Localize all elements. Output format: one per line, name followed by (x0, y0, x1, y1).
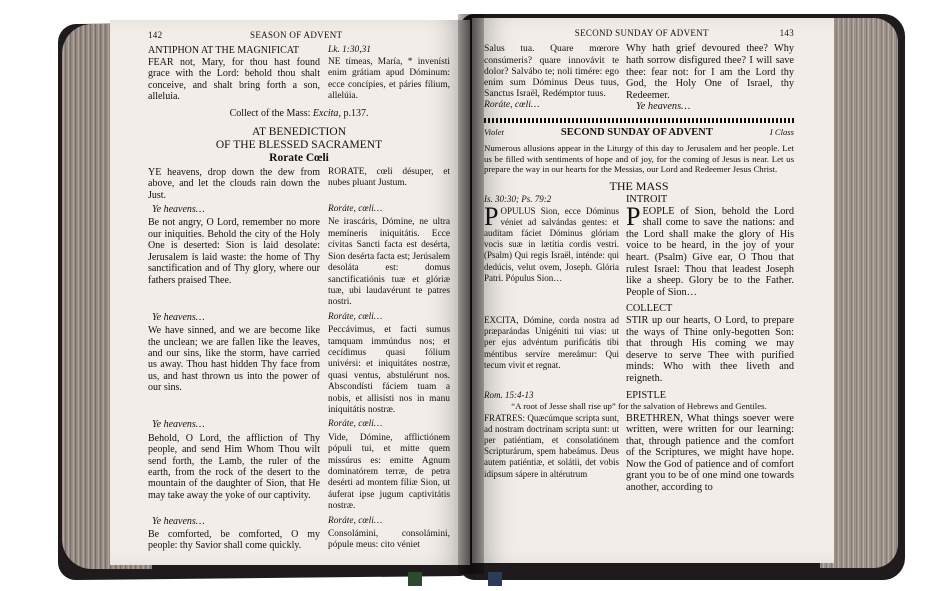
introit-english: PEOPLE of Sion, behold the Lord shall come to save the nations: and the Lord shall make the glory of His voice to be heard, in the joy of your heart. (Psalm) Give ear, O Thou that rulest Israel: Thou that leadest Joseph like a sheep. Glory be to the Father. People of Sion… (626, 201, 794, 298)
verse-row (148, 325, 450, 416)
collect-english: STIR up our hearts, O Lord, to prepare the ways of Thine only-begotten Son: that through His coming we may deserve to serve Thee with purified minds: Who with thee liveth and reigneth. (626, 314, 794, 384)
introit-ref: Is. 30:30; Ps. 79:2 (484, 194, 552, 204)
verse-latin: Vide, Dómine, afflictiónem pópuli tui, et mitte quem missúrus es: emitte Agnum dominatórem terræ, de petra desérti ad montem fíliæ Sion, ut áuferat ipse jugum captivitátis nostræ. (328, 432, 450, 512)
verse-row (148, 516, 450, 527)
running-head: SEASON OF ADVENT (250, 30, 343, 40)
refrain-english: Ye heavens… (152, 311, 205, 323)
verse-latin: Ne irascáris, Dómine, ne ultra memíneris iniquitátis. Ecce cívitas Sancti facta est desérta, Sion desérta facta est; Jerúsalem desoláta est: domus sanctificatiónis tuæ et glóriæ tuæ, ubi laudavérunt te patres nostri. (328, 217, 450, 308)
left-page-header (148, 30, 450, 41)
page-number: 142 (148, 30, 163, 40)
verse-english: Be comforted, be comforted, O my people: thy Savior shall come quickly. (148, 529, 320, 552)
verse-english: YE heavens, drop down the dew from above, and let the clouds rain down the Just. (148, 166, 320, 201)
top-english: Why hath grief devoured thee? Why hath sorrow disfigured thee? I will save thee: fear not: for I am the Lord thy God, the Holy One of Israel, thy Redeemer. Ye heavens… (626, 43, 794, 113)
left-page (110, 20, 470, 565)
rorate-title: Rorate Cœli (269, 151, 329, 164)
verse-latin: Peccávimus, et facti sumus tamquam immúndus nos; et cecídimus quasi fólium univérsi: et iniquitátes nostræ, quasi ventus, abstulérunt nos. Abscondísti fáciem tuam a nobis, et allisísti nos in manu iniquitátis nostræ. (328, 325, 450, 415)
section-title: SECOND SUNDAY OF ADVENT (560, 126, 713, 138)
verse-english: We have sinned, and we are become like the unclean; we are fallen like the leaves, and our sins, like the storm, have carried us away. Thou hast hidden Thy face from us, and hast thrown us into the power of our sins. (148, 325, 320, 394)
verse-row (148, 419, 450, 430)
verse-row (148, 529, 450, 552)
collect-label: COLLECT (626, 303, 673, 315)
verse-english: Be not angry, O Lord, remember no more our iniquities. Behold the city of the Holy One is deserted: Sion is laid desolate: Jerusalem is laid waste: the home of Thy sanctification and of Thy glory, where our fathers praised Thee. (148, 217, 320, 286)
liturgical-color: Violet (484, 126, 504, 137)
book-gutter (458, 14, 484, 574)
liturgical-class: I Class (769, 126, 794, 137)
running-head: SECOND SUNDAY OF ADVENT (574, 28, 709, 38)
verse-english: Behold, O Lord, the affliction of Thy people, and send Him Whom Thou wilt send forth, the Lamb, the ruler of the earth, from the rock of the desert to the mountain of the daughter of Sion, that He may take away the yoke of our captivity. (148, 432, 320, 501)
benediction-title: AT BENEDICTION OF THE BLESSED SACRAMENT Rorate Cœli (148, 126, 450, 165)
epistle-latin: FRATRES: Quæcúmque scripta sunt, ad nostram doctrínam scripta sunt: ut per patiéntiam, et consolatiónem Scripturárum, spem habeámus. Deus autem patiéntiæ, et solátii, det vobis idípsum sápere in altérutrum (484, 412, 619, 479)
right-page (472, 18, 834, 563)
refrain-english: Ye heavens… (152, 204, 205, 216)
introit-latin: POPULUS Sion, ecce Dóminus véniet ad salvándas gentes: et audítam fáciet Dóminus glóriam vocis suæ in lætítia cordis vestri. (Psalm) Qui regis Israël, inténde: qui dedúcis, velut ovem, Joseph. Glória Patri. Pópulus Sion… (484, 201, 619, 283)
epistle-subtitle: “A root of Jesse shall rise up” for the salvation of Hebrews and Gentiles. (511, 401, 767, 412)
refrain-english: Ye heavens… (152, 419, 205, 431)
verse-row (148, 312, 450, 323)
verse-row (148, 433, 450, 513)
section-header (484, 127, 794, 138)
page-number: 143 (779, 28, 794, 38)
antiphon-ref: Lk. 1:30,31 (328, 45, 371, 56)
epistle-label: EPISTLE (626, 389, 667, 401)
section-intro: Numerous allusions appear in the Liturgy of this day to Jerusalem and her people. Let us be filled with sentiments of hope and of joy, for the coming of Jesus is near. Let us prepare the way in our hearts for the Messias, our Lord and Redeemer Jesus Christ. (484, 143, 794, 175)
ribbon-marker (488, 572, 502, 586)
collect-latin: EXCITA, Dómine, corda nostra ad præparándas Unigéniti tui vias: ut per ejus advéntum purificátis tibi méntibus servíre mereámur: Qui tecum vivit et regnat. (484, 314, 619, 370)
introit-label: INTROIT (626, 194, 668, 205)
refrain-latin: Roráte, cœli… (328, 515, 383, 526)
verse-row (148, 167, 450, 201)
refrain-latin: Roráte, cœli… (328, 204, 383, 215)
the-mass-heading: THE MASS (609, 178, 669, 193)
collect-note: Collect of the Mass: Excita, p.137. (229, 108, 369, 120)
ribbon-marker (408, 572, 422, 586)
antiphon-heading: ANTIPHON AT THE MAGNIFICAT (148, 45, 300, 57)
refrain-latin: Roráte, cœli… (328, 419, 383, 430)
verse-row (148, 217, 450, 308)
refrain-latin: Roráte, cœli… (328, 311, 383, 322)
antiphon-latin: NE tímeas, María, * invenísti enim grátiam apud Dóminum: ecce concípies, et páries fílium, allelúia. (328, 56, 450, 102)
ornamental-divider (484, 118, 794, 123)
antiphon-english: FEAR not, Mary, for thou hast found grace with the Lord: behold thou shalt conceive, and shalt bring forth a son, alleluia. (148, 56, 320, 103)
refrain-english: Ye heavens… (152, 515, 205, 527)
verse-latin: RORATE, cœli désuper, et nubes pluant Justum. (328, 166, 450, 189)
right-page-header (484, 28, 794, 39)
verse-latin: Consolámini, consolámini, pópule meus: cito véniet (328, 529, 450, 551)
top-latin: Salus tua. Quare mœrore consúmeris? quare innovávit te dolor? Salvábo te; noli timére: ego enim sum Dóminus Deus tuus, Sanctus Israël, Redémptor tuus. Roráte, cœli… (484, 43, 619, 111)
epistle-ref: Rom. 15:4-13 (484, 389, 534, 400)
verse-row (148, 204, 450, 215)
verses-list (148, 167, 450, 552)
epistle-english: BRETHREN, What things soever were written, were written for our learning: that, through patience and the comfort of the Scriptures, we might have hope. Now the God of patience and of comfort grant you to be of one mind one towards another, according to (626, 412, 794, 494)
